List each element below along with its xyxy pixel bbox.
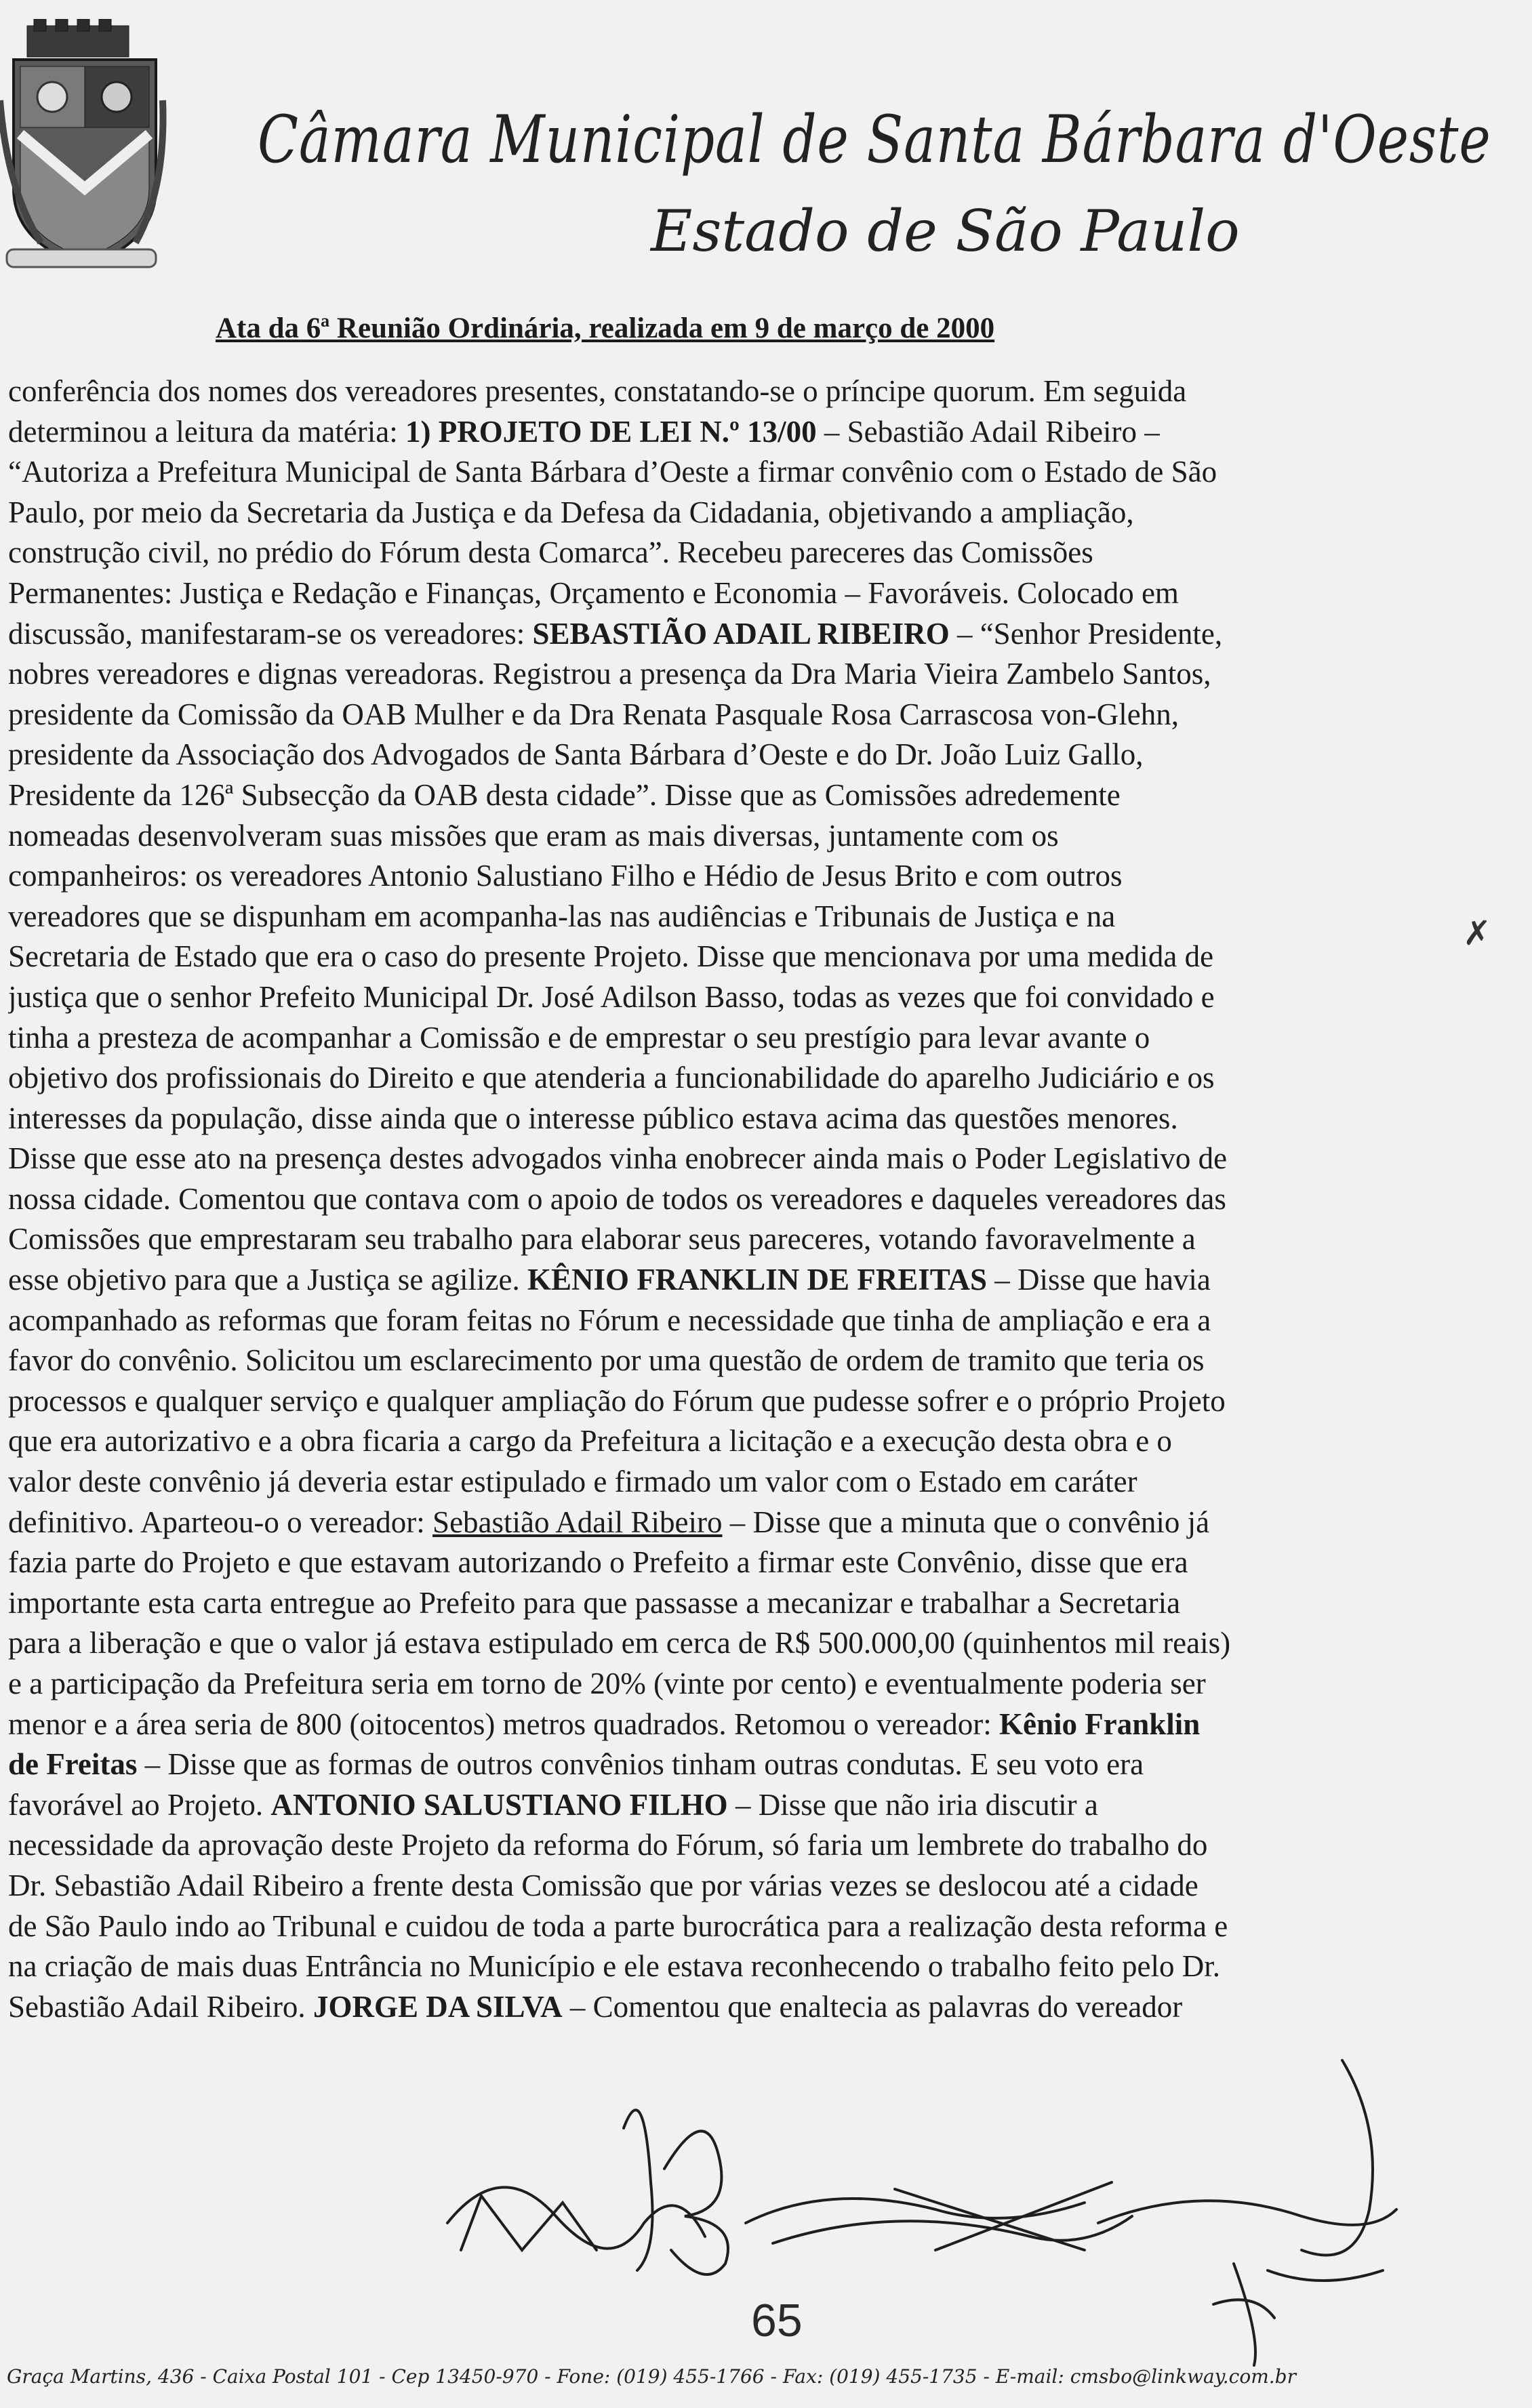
text-run: – Disse que as formas de outros convênios tinham outras condutas. E seu voto era	[137, 1747, 1144, 1782]
text-line	[8, 816, 1371, 857]
underlined-name: Sebastião Adail Ribeiro	[432, 1505, 723, 1539]
text-line	[8, 937, 1371, 977]
text-run: – Comentou que enaltecia as palavras do vereador	[562, 1989, 1183, 2024]
text-line	[8, 533, 1371, 573]
text-line	[8, 775, 1371, 816]
text-line	[8, 1301, 1371, 1341]
text-run: importante esta carta entregue ao Prefeito para que passasse a mecanizar e trabalhar a Secretaria	[8, 1585, 1181, 1620]
text-line	[8, 1866, 1371, 1906]
text-line	[8, 493, 1371, 533]
coat-of-arms-logo	[0, 19, 169, 277]
text-run: – Disse que a minuta que o convênio já	[722, 1505, 1210, 1539]
page-number: 65	[751, 2295, 803, 2346]
text-line	[8, 573, 1371, 614]
text-run: acompanhado as reformas que foram feitas no Fórum e necessidade que tinha de ampliação e era a	[8, 1303, 1211, 1337]
text-line	[8, 1946, 1371, 1987]
text-line	[8, 654, 1371, 695]
chamber-title: Câmara Municipal de Santa Bárbara d'Oeste	[258, 102, 1491, 178]
text-line	[8, 452, 1371, 493]
text-run: Comissões que emprestaram seu trabalho para elaborar seus pareceres, votando favoravelmente a	[8, 1222, 1196, 1257]
text-run: objetivo dos profissionais do Direito e que atenderia a funcionabilidade do aparelho Judiciário e os	[8, 1061, 1215, 1095]
speaker-name: JORGE DA SILVA	[313, 1989, 563, 2024]
speaker-name: SEBASTIÃO ADAIL RIBEIRO	[532, 616, 950, 651]
text-line	[8, 695, 1371, 735]
text-run: processos e qualquer serviço e qualquer ampliação do Fórum que pudesse sofrer e o próprio Projeto	[8, 1383, 1226, 1418]
text-run: Permanentes: Justiça e Redação e Finanças, Orçamento e Economia – Favoráveis. Colocado em	[8, 575, 1179, 610]
text-line	[8, 1421, 1371, 1462]
text-run: valor deste convênio já deveria estar estipulado e firmado um valor com o Estado em caráter	[8, 1465, 1137, 1499]
text-run: e a participação da Prefeitura seria em torno de 20% (vinte por cento) e eventualmente poderia ser	[8, 1667, 1206, 1700]
text-run: – Sebastião Adail Ribeiro –	[816, 414, 1160, 449]
text-run: – Disse que não iria discutir a	[727, 1787, 1098, 1822]
text-run: Dr. Sebastião Adail Ribeiro a frente desta Comissão que por várias vezes se deslocou até a cidade	[8, 1868, 1198, 1902]
text-line	[8, 614, 1371, 655]
text-line	[8, 1341, 1371, 1381]
text-line	[8, 1785, 1371, 1826]
text-line	[8, 412, 1371, 453]
text-line	[8, 1139, 1371, 1179]
text-line	[8, 977, 1371, 1018]
speaker-name: Kênio Franklin	[999, 1707, 1201, 1741]
text-run: Disse que esse ato na presença destes advogados vinha enobrecer ainda mais o Poder Legislativo de	[8, 1141, 1228, 1176]
speaker-name: 1) PROJETO DE LEI N.º 13/00	[405, 414, 817, 449]
text-line	[8, 856, 1371, 897]
text-run: esse objetivo para que a Justiça se agilize.	[8, 1263, 527, 1297]
text-run: Sebastião Adail Ribeiro.	[8, 1989, 313, 2024]
text-run: de São Paulo indo ao Tribunal e cuidou de toda a parte burocrática para a realização desta reforma e	[8, 1909, 1228, 1943]
text-run: tinha a presteza de acompanhar a Comissão e de emprestar o seu prestígio para levar avante o	[8, 1020, 1150, 1055]
text-run: definitivo. Aparteou-o o vereador:	[8, 1505, 433, 1539]
minutes-title: Ata da 6ª Reunião Ordinária, realizada em 9 de março de 2000	[216, 312, 995, 344]
text-line	[8, 1705, 1371, 1745]
text-run: discussão, manifestaram-se os vereadores:	[8, 616, 533, 651]
text-line	[8, 1503, 1371, 1543]
text-line	[8, 1219, 1371, 1260]
text-run: menor e a área seria de 800 (oitocentos) metros quadrados. Retomou o vereador:	[8, 1707, 999, 1741]
letterhead-footer: Graça Martins, 436 - Caixa Postal 101 - Cep 13450-970 - Fone: (019) 455-1766 - Fax: (019) 455-1735 - E-mail: cmsbo@linkway.com.br	[7, 2365, 1296, 2388]
text-run: Presidente da 126ª Subsecção da OAB desta cidade”. Disse que as Comissões adredemente	[8, 777, 1121, 812]
text-run: favorável ao Projeto.	[8, 1787, 271, 1822]
speaker-name: de Freitas	[8, 1747, 138, 1782]
text-line	[8, 1260, 1371, 1301]
text-run: Paulo, por meio da Secretaria da Justiça e da Defesa da Cidadania, objetivando a ampliação,	[8, 495, 1134, 529]
speaker-name: ANTONIO SALUSTIANO FILHO	[270, 1787, 728, 1822]
minutes-body	[8, 371, 1371, 2027]
text-run: para a liberação e que o valor já estava estipulado em cerca de R$ 500.000,00 (quinhentos mil reais)	[8, 1626, 1231, 1660]
text-run: nobres vereadores e dignas vereadoras. Registrou a presença da Dra Maria Vieira Zambelo Santos,	[8, 657, 1211, 691]
text-line	[8, 1987, 1371, 2028]
text-run: Secretaria de Estado que era o caso do presente Projeto. Disse que mencionava por uma medida de	[8, 939, 1214, 974]
text-run: presidente da Comissão da OAB Mulher e da Dra Renata Pasquale Rosa Carrascosa von-Glehn,	[8, 697, 1180, 731]
text-line	[8, 735, 1371, 775]
text-line	[8, 1381, 1371, 1422]
text-run: – “Senhor Presidente,	[949, 616, 1223, 651]
margin-mark: ✗	[1463, 914, 1491, 952]
text-run: justiça que o senhor Prefeito Municipal Dr. José Adilson Basso, todas as vezes que foi convidado e	[8, 979, 1215, 1014]
text-run: nossa cidade. Comentou que contava com o apoio de todos os vereadores e daqueles vereadores das	[8, 1181, 1226, 1216]
text-run: na criação de mais duas Entrância no Município e ele estava reconhecendo o trabalho feito pelo Dr.	[8, 1949, 1221, 1984]
text-run: conferência dos nomes dos vereadores presentes, constatando-se o príncipe quorum. Em seguida	[8, 374, 1187, 408]
text-run: – Disse que havia	[986, 1263, 1211, 1297]
text-run: nomeadas desenvolveram suas missões que eram as mais diversas, juntamente com os	[8, 818, 1059, 853]
text-line	[8, 1179, 1371, 1220]
text-run: construção civil, no prédio do Fórum desta Comarca”. Recebeu pareceres das Comissões	[8, 535, 1093, 570]
handwritten-signatures	[420, 2047, 1478, 2372]
text-line	[8, 1583, 1371, 1624]
text-run: necessidade da aprovação deste Projeto da reforma do Fórum, só faria um lembrete do trabalho do	[8, 1828, 1208, 1862]
text-run: favor do convênio. Solicitou um esclarecimento por uma questão de ordem de tramito que teria os	[8, 1343, 1205, 1378]
speaker-name: KÊNIO FRANKLIN DE FREITAS	[527, 1263, 987, 1297]
text-line	[8, 1099, 1371, 1139]
text-run: interesses da população, disse ainda que o interesse público estava acima das questões menores.	[8, 1101, 1178, 1135]
text-line	[8, 1058, 1371, 1099]
text-line	[8, 1462, 1371, 1503]
text-line	[8, 1623, 1371, 1664]
text-run: determinou a leitura da matéria:	[8, 414, 405, 449]
state-title: Estado de São Paulo	[651, 198, 1240, 264]
text-line	[8, 1543, 1371, 1583]
text-run: vereadores que se dispunham em acompanha-las nas audiências e Tribunais de Justiça e na	[8, 899, 1116, 933]
text-line	[8, 1906, 1371, 1947]
text-run: fazia parte do Projeto e que estavam autorizando o Prefeito a firmar este Convênio, disse que era	[8, 1545, 1188, 1580]
text-run: companheiros: os vereadores Antonio Salustiano Filho e Hédio de Jesus Brito e com outros	[8, 859, 1123, 893]
text-run: que era autorizativo e a obra ficaria a cargo da Prefeitura a licitação e a execução desta obra e o	[8, 1424, 1172, 1458]
text-line	[8, 1664, 1371, 1705]
text-line	[8, 371, 1371, 412]
text-line	[8, 897, 1371, 937]
text-line	[8, 1825, 1371, 1866]
text-run: “Autoriza a Prefeitura Municipal de Santa Bárbara d’Oeste a firmar convênio com o Estado de São	[8, 455, 1217, 489]
text-run: presidente da Associação dos Advogados de Santa Bárbara d’Oeste e do Dr. João Luiz Gallo,	[8, 737, 1144, 772]
text-line	[8, 1018, 1371, 1059]
text-line	[8, 1744, 1371, 1785]
